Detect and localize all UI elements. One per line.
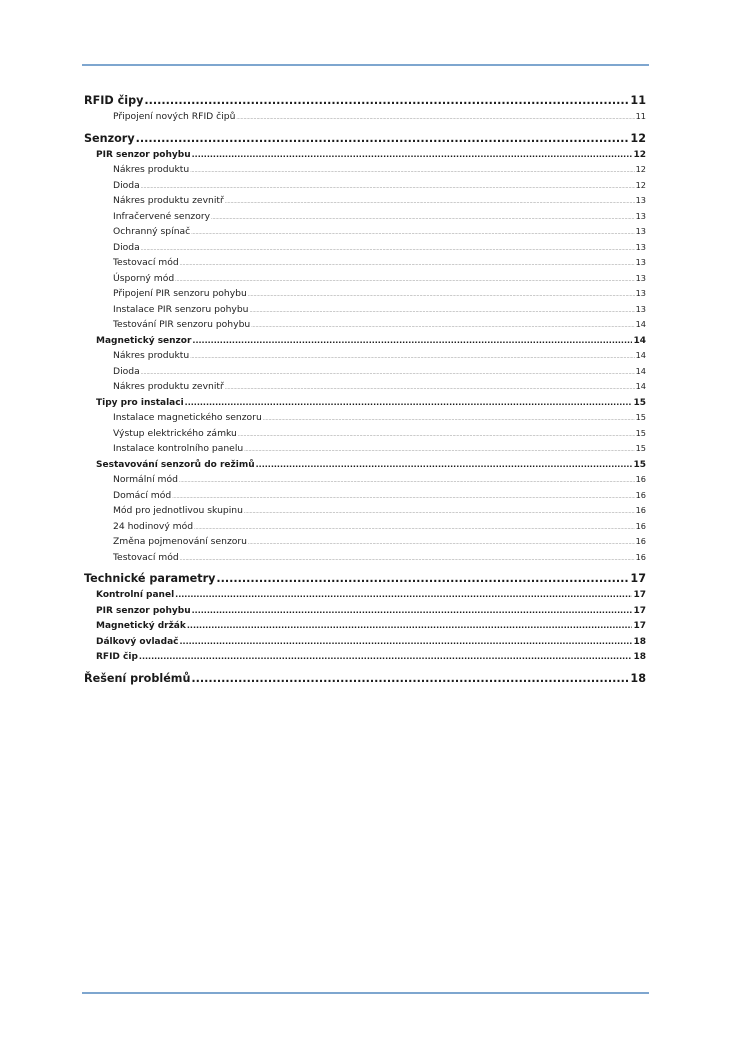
toc-leader-dots <box>192 603 633 619</box>
toc-entry-page: 13 <box>635 226 646 236</box>
toc-entry-title: Testovací mód <box>113 551 179 563</box>
toc-entry-title: RFID čip <box>96 652 138 662</box>
toc-entry-page: 14 <box>635 350 646 360</box>
toc-leader-dots <box>263 412 635 428</box>
toc-entry-level-3[interactable] <box>84 503 646 519</box>
toc-entry-level-3[interactable] <box>84 286 646 302</box>
toc-leader-dots <box>194 521 634 537</box>
table-of-contents <box>84 93 646 687</box>
toc-entry-title: Instalace kontrolního panelu <box>113 443 244 454</box>
toc-entry-title: PIR senzor pohybu <box>96 149 191 160</box>
toc-entry-level-3[interactable] <box>84 550 646 566</box>
toc-entry-page: 16 <box>635 474 646 484</box>
toc-leader-dots <box>225 195 635 211</box>
toc-entry-level-3[interactable] <box>84 348 646 364</box>
toc-entry-title: Změna pojmenování senzoru <box>113 536 247 547</box>
toc-leader-dots <box>236 111 634 127</box>
toc-leader-dots <box>244 505 635 521</box>
toc-entry-level-3[interactable] <box>84 441 646 457</box>
toc-entry-page: 12 <box>635 179 646 190</box>
toc-entry-title: Technické parametry <box>84 572 216 585</box>
toc-entry-level-3[interactable] <box>84 426 646 442</box>
toc-entry-page: 15 <box>633 397 646 408</box>
toc-entry-page: 13 <box>635 195 646 205</box>
toc-entry-title: Nákres produktu zevnitř <box>113 195 224 206</box>
toc-entry-title: PIR senzor pohybu <box>96 605 191 616</box>
toc-entry-level-3[interactable] <box>84 302 646 318</box>
toc-entry-title: Instalace magnetického senzoru <box>113 412 262 423</box>
toc-entry-page: 15 <box>635 443 646 453</box>
toc-entry-page: 13 <box>635 241 646 252</box>
toc-entry-page: 15 <box>635 412 646 422</box>
toc-entry-page: 14 <box>633 335 646 346</box>
toc-leader-dots <box>191 226 634 242</box>
toc-entry-title: Kontrolní panel <box>96 590 175 600</box>
toc-leader-dots <box>191 671 629 687</box>
toc-entry-title: Nákres produktu zevnitř <box>113 381 224 392</box>
toc-entry-title: Testovací mód <box>113 257 179 268</box>
toc-entry-page: 13 <box>635 257 646 267</box>
toc-entry-page: 14 <box>635 319 646 329</box>
toc-entry-level-3[interactable] <box>84 162 646 178</box>
toc-leader-dots <box>190 164 634 180</box>
toc-entry-page: 17 <box>633 621 646 631</box>
toc-leader-dots <box>185 395 633 411</box>
toc-entry-page: 14 <box>635 365 646 376</box>
toc-entry-title: Nákres produktu <box>113 350 190 361</box>
toc-entry-page: 15 <box>633 459 646 470</box>
toc-entry-title: Připojení nových RFID čipů <box>113 111 236 122</box>
toc-entry-page: 13 <box>635 272 646 283</box>
toc-entry-level-3[interactable] <box>84 317 646 333</box>
toc-entry-title: Ochranný spínač <box>113 226 191 237</box>
toc-entry-level-3[interactable] <box>84 255 646 271</box>
toc-entry-level-3[interactable] <box>84 410 646 426</box>
toc-entry-level-2[interactable] <box>84 333 646 349</box>
toc-entry-level-1[interactable] <box>84 671 646 687</box>
toc-entry-level-1[interactable] <box>84 131 646 147</box>
toc-entry-level-2[interactable] <box>84 649 646 665</box>
toc-leader-dots <box>211 211 635 227</box>
toc-entry-page: 15 <box>635 427 646 438</box>
toc-entry-page: 16 <box>635 551 646 562</box>
toc-entry-title: Dioda <box>113 241 140 253</box>
toc-entry-page: 18 <box>633 636 646 647</box>
toc-entry-title: Magnetický držák <box>96 621 186 631</box>
toc-entry-level-3[interactable] <box>84 519 646 535</box>
toc-leader-dots <box>136 131 630 147</box>
toc-entry-page: 11 <box>635 111 646 121</box>
toc-entry-page: 17 <box>633 590 646 600</box>
toc-entry-level-2[interactable] <box>84 147 646 163</box>
toc-entry-title: Instalace PIR senzoru pohybu <box>113 303 249 315</box>
toc-entry-title: Připojení PIR senzoru pohybu <box>113 288 247 299</box>
toc-leader-dots <box>139 649 633 665</box>
toc-leader-dots <box>190 350 634 366</box>
toc-leader-dots <box>250 304 635 320</box>
toc-leader-dots <box>180 552 635 568</box>
toc-entry-title: 24 hodinový mód <box>113 520 194 532</box>
toc-leader-dots <box>187 618 633 634</box>
toc-leader-dots <box>180 257 635 273</box>
toc-leader-dots <box>144 93 629 109</box>
toc-entry-title: Řešení problémů <box>84 671 191 685</box>
toc-entry-page: 16 <box>635 520 646 531</box>
toc-leader-dots <box>175 587 632 603</box>
toc-entry-title: Výstup elektrického zámku <box>113 427 237 439</box>
footer-rule <box>82 992 649 994</box>
toc-entry-title: Úsporný mód <box>113 272 175 284</box>
toc-leader-dots <box>248 288 635 304</box>
toc-entry-level-3[interactable] <box>84 364 646 380</box>
toc-entry-title: Magnetický senzor <box>96 335 192 346</box>
toc-entry-title: Normální mód <box>113 474 178 485</box>
toc-entry-title: Domácí mód <box>113 489 172 501</box>
toc-entry-level-1[interactable] <box>84 93 646 109</box>
toc-entry-page: 16 <box>635 489 646 500</box>
toc-entry-title: Senzory <box>84 131 135 145</box>
toc-entry-level-2[interactable] <box>84 603 646 619</box>
toc-entry-title: Dioda <box>113 365 140 377</box>
toc-entry-title: Dálkový ovladač <box>96 636 179 647</box>
toc-entry-page: 13 <box>635 288 646 298</box>
toc-entry-page: 17 <box>630 572 646 585</box>
toc-leader-dots <box>256 457 633 473</box>
toc-entry-page: 12 <box>633 149 646 160</box>
toc-entry-page: 16 <box>635 505 646 515</box>
header-rule <box>82 64 649 66</box>
toc-entry-page: 12 <box>635 164 646 174</box>
toc-entry-level-3[interactable] <box>84 178 646 194</box>
toc-entry-level-3[interactable] <box>84 109 646 125</box>
toc-entry-page: 17 <box>633 605 646 616</box>
toc-entry-level-2[interactable] <box>84 395 646 411</box>
toc-entry-level-3[interactable] <box>84 240 646 256</box>
toc-leader-dots <box>141 242 635 258</box>
toc-leader-dots <box>192 147 633 163</box>
toc-leader-dots <box>238 428 635 444</box>
toc-entry-level-3[interactable] <box>84 224 646 240</box>
toc-entry-title: Mód pro jednotlivou skupinu <box>113 505 243 516</box>
toc-entry-level-3[interactable] <box>84 209 646 225</box>
toc-entry-title: Infračervené senzory <box>113 210 211 222</box>
toc-entry-title: Tipy pro instalaci <box>96 397 184 408</box>
toc-entry-level-2[interactable] <box>84 457 646 473</box>
toc-entry-level-3[interactable] <box>84 193 646 209</box>
toc-entry-title: Testování PIR senzoru pohybu <box>113 319 251 330</box>
toc-entry-title: RFID čipy <box>84 94 144 107</box>
toc-entry-page: 16 <box>635 536 646 546</box>
toc-entry-level-3[interactable] <box>84 534 646 550</box>
toc-entry-page: 12 <box>630 131 646 145</box>
toc-leader-dots <box>248 536 635 552</box>
toc-entry-page: 18 <box>633 652 646 662</box>
toc-entry-level-1[interactable] <box>84 571 646 587</box>
toc-entry-title: Sestavování senzorů do režimů <box>96 459 255 470</box>
toc-leader-dots <box>179 474 635 490</box>
toc-leader-dots <box>216 571 629 587</box>
toc-entry-level-3[interactable] <box>84 379 646 395</box>
toc-entry-level-3[interactable] <box>84 472 646 488</box>
toc-entry-level-3[interactable] <box>84 271 646 287</box>
toc-entry-page: 18 <box>630 671 646 685</box>
toc-entry-page: 13 <box>635 210 646 221</box>
toc-leader-dots <box>192 333 632 349</box>
toc-entry-page: 11 <box>630 94 646 107</box>
toc-entry-level-2[interactable] <box>84 618 646 634</box>
toc-entry-level-2[interactable] <box>84 587 646 603</box>
toc-entry-page: 14 <box>635 381 646 391</box>
toc-entry-page: 13 <box>635 303 646 314</box>
toc-entry-level-2[interactable] <box>84 634 646 650</box>
toc-entry-level-3[interactable] <box>84 488 646 504</box>
toc-leader-dots <box>179 634 632 650</box>
toc-entry-title: Dioda <box>113 179 140 191</box>
toc-entry-title: Nákres produktu <box>113 164 190 175</box>
